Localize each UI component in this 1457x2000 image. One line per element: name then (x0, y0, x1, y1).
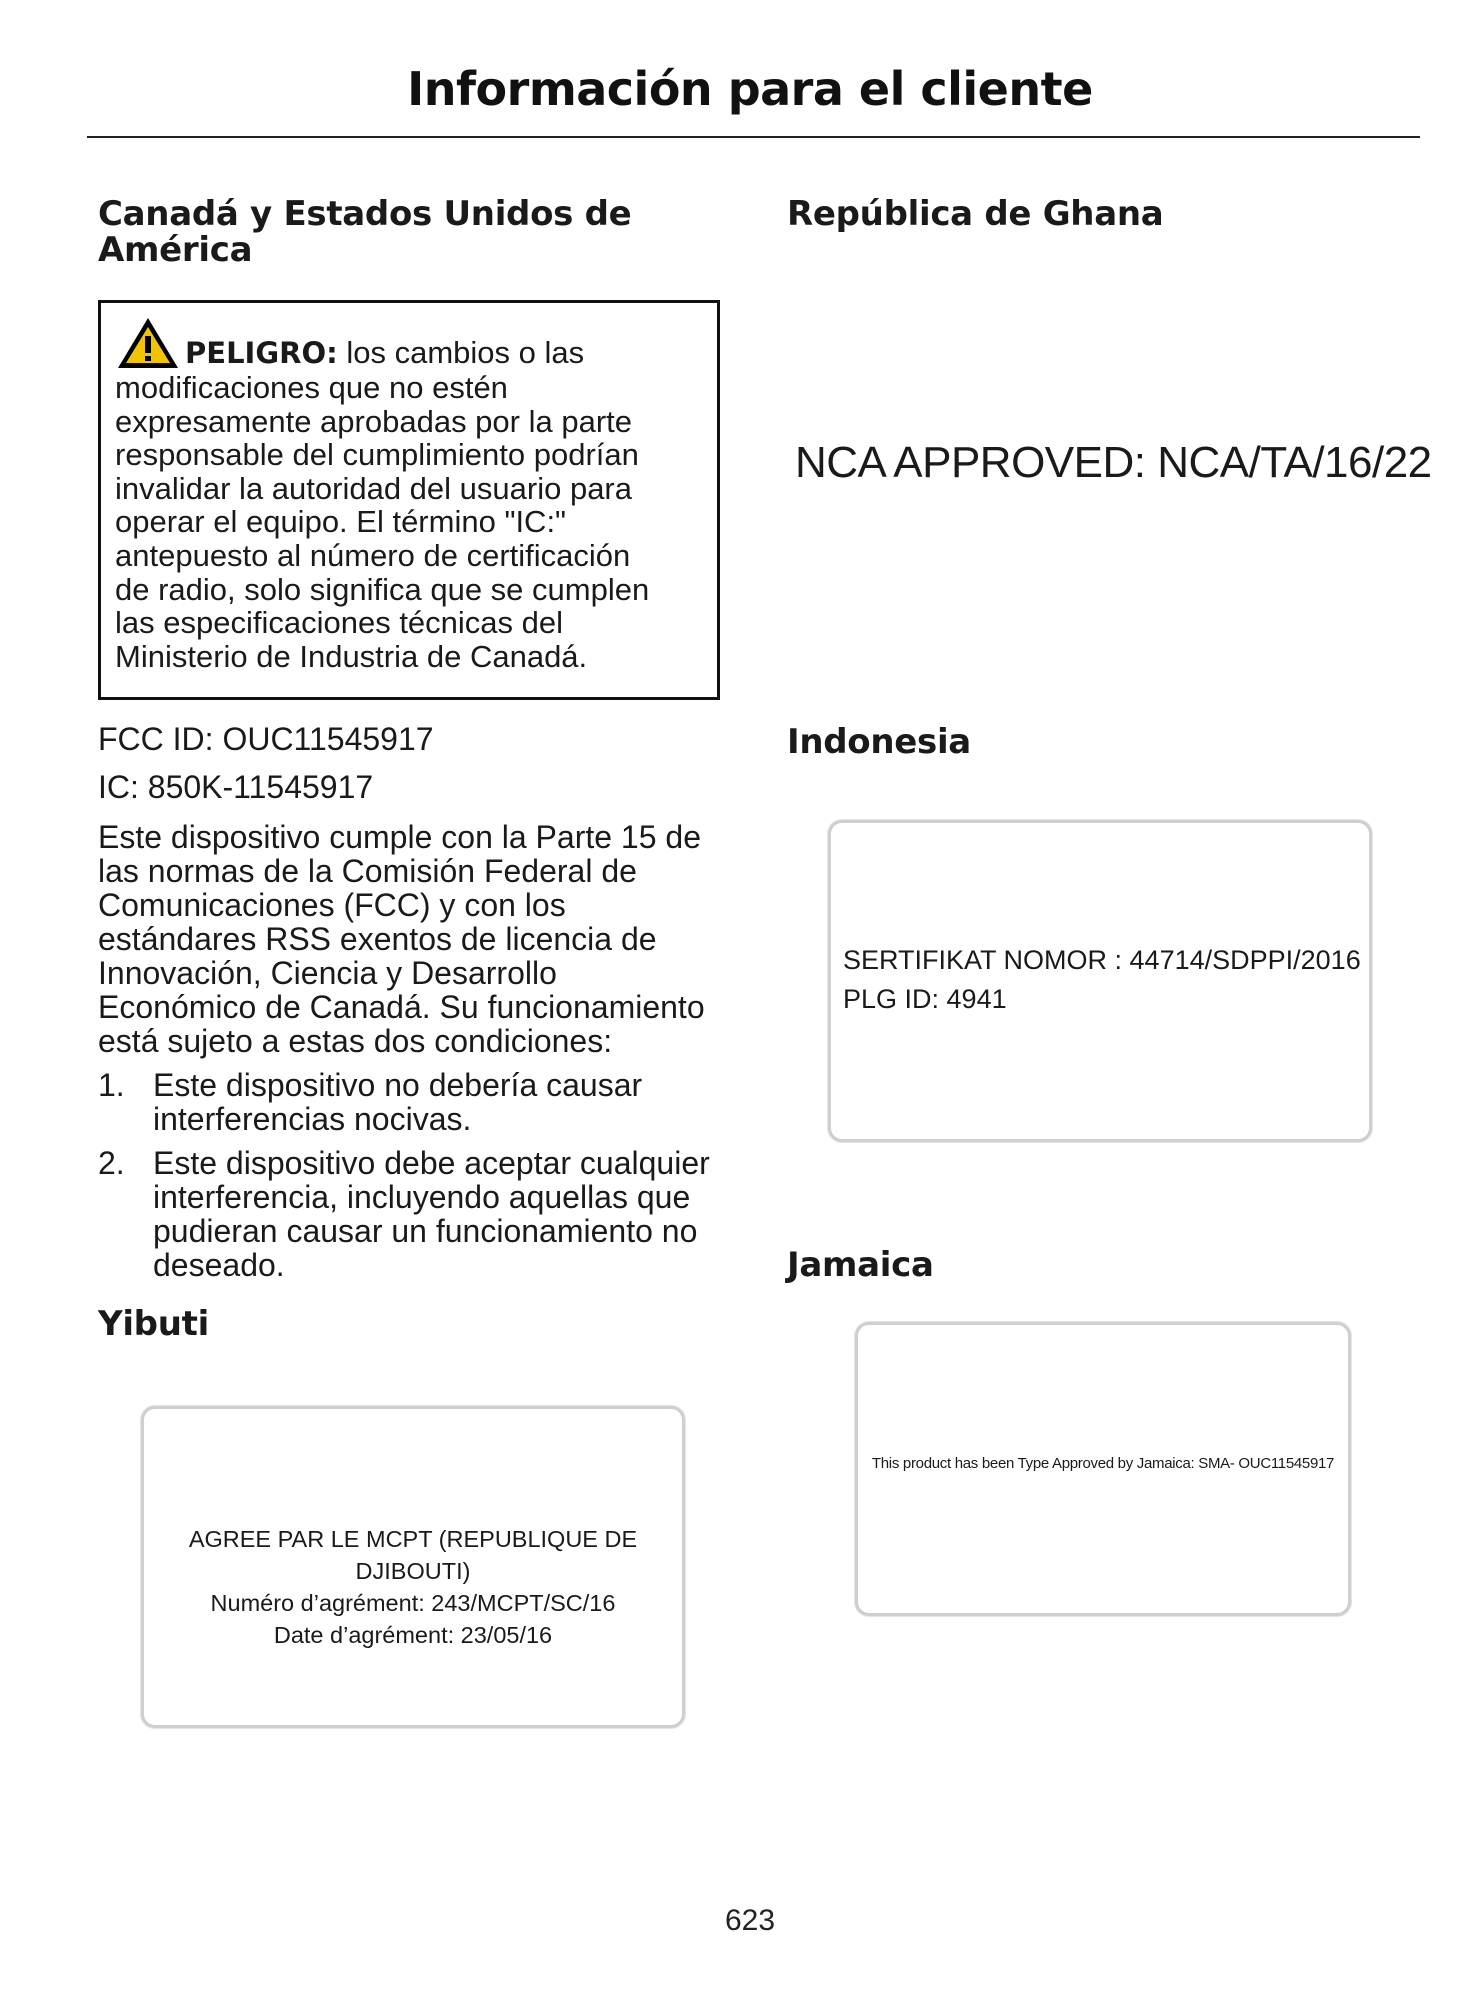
condition-item (98, 1146, 728, 1282)
condition-line: Este dispositivo debe aceptar cualquier (153, 1145, 710, 1181)
indonesia-approval-label (828, 820, 1372, 1142)
paragraph-line: estándares RSS exentos de licencia de (98, 921, 657, 957)
ic-number: IC: 850K-11545917 (98, 769, 374, 805)
label-line: Numéro d’agrément: 243/MCPT/SC/16 (210, 1590, 616, 1616)
canada-usa-heading-line2: América (98, 230, 253, 270)
condition-number: 2. (98, 1145, 125, 1181)
warning-triangle-icon (115, 315, 181, 371)
label-line: SERTIFIKAT NOMOR : 44714/SDPPI/2016 (843, 945, 1361, 975)
condition-line: interferencias nocivas. (153, 1101, 472, 1137)
jamaica-heading: Jamaica (787, 1245, 934, 1285)
page-title: Información para el cliente (407, 62, 1093, 116)
condition-item (98, 1068, 728, 1136)
warning-text-line: invalidar la autoridad del usuario para (115, 470, 632, 506)
fcc-id: FCC ID: OUC11545917 (98, 721, 434, 757)
condition-line: Este dispositivo no debería causar (153, 1067, 643, 1103)
djibouti-approval-label (141, 1406, 685, 1728)
ghana-approval-label: NCA APPROVED: NCA/TA/16/22 (795, 438, 1432, 487)
warning-text-line: antepuesto al número de certificación (115, 537, 631, 573)
warning-text-line: de radio, solo significa que se cumplen (115, 571, 650, 607)
paragraph-line: Comunicaciones (FCC) y con los (98, 887, 566, 923)
warning-text-line: modificaciones que no estén (115, 370, 508, 405)
danger-label: PELIGRO: (185, 336, 338, 370)
warning-text-line: Ministerio de Industria de Canadá. (115, 638, 588, 674)
condition-line: pudieran causar un funcionamiento no (153, 1213, 698, 1249)
warning-text-line: operar el equipo. El término "IC:" (115, 504, 567, 540)
label-line: Date d’agrément: 23/05/16 (273, 1622, 553, 1648)
page-number: 623 (724, 1904, 776, 1937)
title-divider (87, 136, 1420, 138)
condition-number: 1. (98, 1067, 125, 1103)
warning-text-line: los cambios o las (337, 335, 585, 370)
indonesia-heading: Indonesia (787, 722, 971, 762)
djibouti-heading: Yibuti (98, 1304, 209, 1344)
paragraph-line: Este dispositivo cumple con la Parte 15 de (98, 819, 701, 855)
label-line: AGREE PAR LE MCPT (REPUBLIQUE DE DJIBOUTI) (188, 1526, 638, 1584)
danger-warning-box (98, 300, 720, 700)
paragraph-line: está sujeto a estas dos condiciones: (98, 1023, 613, 1059)
jamaica-approval-label (855, 1322, 1351, 1616)
fcc-compliance-paragraph (98, 820, 738, 1058)
paragraph-line: Económico de Canadá. Su funcionamiento (98, 989, 705, 1025)
warning-text-line: responsable del cumplimiento podrían (115, 437, 639, 473)
paragraph-line: Innovación, Ciencia y Desarrollo (98, 955, 557, 991)
warning-text-line: expresamente aprobadas por la parte (115, 403, 632, 439)
condition-line: deseado. (153, 1247, 285, 1283)
canada-usa-heading-line1: Canadá y Estados Unidos de (98, 194, 632, 234)
canada-usa-heading (98, 196, 631, 268)
condition-line: interferencia, incluyendo aquellas que (153, 1179, 691, 1215)
label-line: PLG ID: 4941 (843, 984, 1007, 1014)
ghana-heading: República de Ghana (787, 194, 1164, 234)
paragraph-line: las normas de la Comisión Federal de (98, 853, 637, 889)
warning-text-line: las especificaciones técnicas del (115, 605, 564, 641)
label-line: This product has been Type Approved by Jamaica: SMA- OUC11545917 (871, 1455, 1335, 1472)
